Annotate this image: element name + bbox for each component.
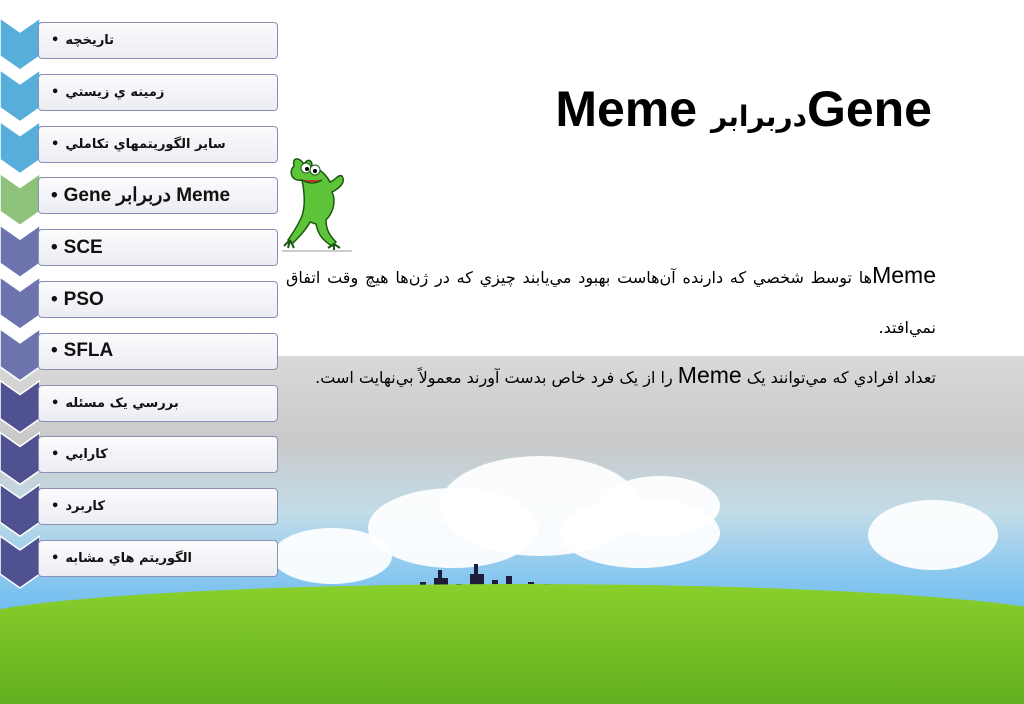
chevron-shape: [0, 536, 40, 588]
chevron-shape: [0, 173, 40, 225]
bullet-icon: •: [51, 447, 60, 463]
menu-item-label: كارايي: [65, 447, 108, 463]
menu-item[interactable]: [38, 281, 278, 318]
chevron-shape: [0, 225, 40, 277]
menu-item-label: Meme دربرابر Gene: [63, 185, 231, 207]
menu-item[interactable]: [38, 74, 278, 111]
menu-item-label: ساير الگوريتمهاي تكاملي: [65, 136, 226, 152]
chevron-shape: [0, 122, 40, 174]
menu-item[interactable]: [38, 488, 278, 525]
paragraph-1-text: ها توسط شخصي كه دارنده آن‌هاست بهبود مي‌يابند چيزي كه در ژن‌ها هيچ وقت اتفاق نمي‌افتد.: [286, 268, 936, 337]
chevron-shape: [0, 484, 40, 536]
paragraph-1: [286, 250, 936, 353]
chevron-shape: [0, 277, 40, 329]
menu-item-label: SFLA: [63, 340, 114, 362]
bullet-icon: •: [51, 499, 60, 515]
bullet-icon: •: [51, 33, 60, 48]
bullet-icon: •: [51, 288, 58, 310]
chevron-shape: [0, 381, 40, 433]
bullet-icon: •: [51, 84, 60, 100]
title-word-meme: Meme: [555, 81, 698, 137]
cloud: [272, 528, 392, 584]
paragraph-1-term: Meme: [872, 262, 936, 288]
bullet-icon: •: [51, 136, 60, 152]
chevron-shape: [0, 329, 40, 381]
frog-clipart: [282, 152, 352, 252]
menu-item-label: الگوريتم هاي مشابه: [65, 551, 193, 566]
menu-item[interactable]: [38, 22, 278, 59]
paragraph-2-term: Meme: [677, 362, 742, 388]
menu-item-label: زمينه ي زيستي: [65, 84, 165, 100]
menu-item-label: SCE: [63, 236, 103, 258]
cloud: [600, 476, 720, 536]
bullet-icon: •: [51, 340, 58, 362]
menu-item-label: كاربرد: [65, 499, 105, 515]
menu-item[interactable]: [38, 333, 278, 370]
menu-item-label: تاريخچه: [65, 33, 115, 48]
menu-item-label: PSO: [63, 288, 104, 310]
menu-item[interactable]: [38, 126, 278, 163]
menu-item[interactable]: [38, 177, 278, 214]
paragraph-2-text-pre: تعداد افرادي كه مي‌توانند يک: [741, 368, 936, 387]
slide-title: [470, 80, 932, 138]
chevron-strip: [0, 18, 40, 598]
bullet-icon: •: [51, 184, 58, 206]
title-word-against: دربرابر: [710, 100, 807, 133]
menu-item[interactable]: [38, 229, 278, 266]
title-word-gene: Gene: [806, 81, 932, 137]
bullet-icon: •: [51, 395, 60, 411]
chevron-shape: [0, 70, 40, 122]
paragraph-2: [286, 350, 936, 403]
menu-item[interactable]: [38, 540, 278, 577]
menu-item[interactable]: [38, 385, 278, 422]
bullet-icon: •: [51, 236, 58, 258]
paragraph-2-text-post: را از يک فرد خاص بدست آورند معمولاً بي‌نهايت است.: [315, 368, 678, 387]
cloud: [868, 500, 998, 570]
chevron-shape: [0, 18, 40, 70]
chevron-shape: [0, 432, 40, 484]
menu-item[interactable]: [38, 436, 278, 473]
grass-hill: [0, 584, 1024, 704]
menu-item-label: بررسي يک مسئله: [65, 395, 179, 411]
bullet-icon: •: [51, 551, 60, 566]
